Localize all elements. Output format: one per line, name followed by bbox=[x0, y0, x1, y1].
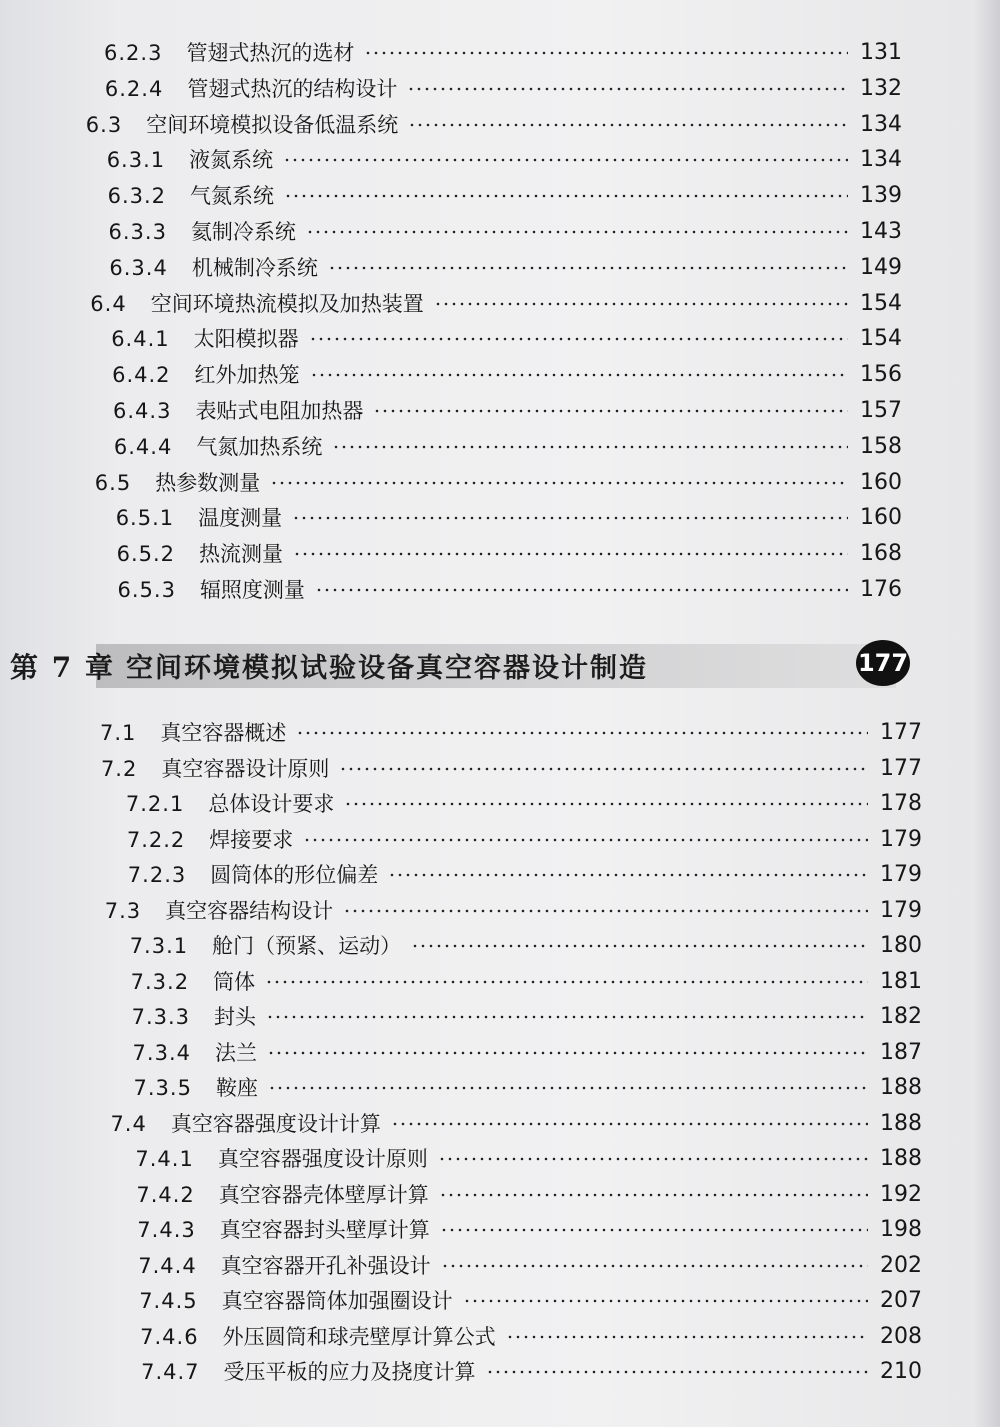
toc-entry-number: 7.4.1 bbox=[135, 1147, 194, 1171]
toc-entry-number: 6.5.1 bbox=[115, 506, 175, 531]
toc-entry-title: 舱门（预紧、运动） bbox=[212, 934, 402, 958]
dot-leader bbox=[441, 1263, 868, 1269]
toc-entry-page: 181 bbox=[879, 968, 922, 994]
dot-leader bbox=[434, 301, 848, 307]
toc-entry-page: 182 bbox=[879, 1004, 922, 1029]
toc-entry-title: 热参数测量 bbox=[155, 470, 261, 495]
toc-entry-title: 管翅式热沉的选材 bbox=[186, 41, 355, 65]
toc-entry-title: 鞍座 bbox=[215, 1076, 258, 1100]
toc-entry bbox=[105, 72, 902, 106]
toc-entry-page: 160 bbox=[859, 505, 902, 531]
toc-entry-number: 6.2.3 bbox=[104, 41, 163, 65]
toc-entry-number: 7.3.4 bbox=[132, 1040, 191, 1065]
dot-leader bbox=[315, 587, 848, 593]
dot-leader bbox=[270, 480, 848, 486]
toc-entry-page: 198 bbox=[879, 1217, 922, 1242]
toc-entry bbox=[117, 537, 902, 571]
toc-entry-number: 7.2.2 bbox=[126, 827, 186, 852]
toc-entry-title: 表贴式电阻加热器 bbox=[195, 399, 364, 423]
toc-entry-page: 177 bbox=[879, 755, 922, 781]
toc-entry-number: 6.4.2 bbox=[112, 363, 171, 388]
toc-entry-title: 总体设计要求 bbox=[208, 792, 335, 816]
dot-leader bbox=[440, 1227, 868, 1233]
dot-leader bbox=[267, 1050, 868, 1056]
toc-entry-page: 168 bbox=[859, 541, 902, 567]
dot-leader bbox=[408, 122, 848, 128]
dot-leader bbox=[303, 837, 868, 843]
toc-entry bbox=[139, 1284, 922, 1318]
toc-entry-title: 真空容器开孔补强设计 bbox=[220, 1253, 431, 1278]
dot-leader bbox=[339, 766, 868, 772]
toc-entry-title: 红外加热笼 bbox=[194, 363, 300, 388]
dot-leader bbox=[328, 265, 848, 271]
chapter-page-badge: 177 bbox=[856, 640, 910, 686]
toc-entry-number: 7.2 bbox=[100, 756, 138, 781]
toc-entry-page: 157 bbox=[860, 398, 902, 423]
toc-entry-number: 7.2.3 bbox=[127, 863, 187, 887]
toc-entry-title: 液氮系统 bbox=[189, 148, 274, 173]
toc-entry bbox=[100, 716, 922, 750]
toc-entry bbox=[101, 752, 922, 786]
toc-entry bbox=[131, 965, 922, 999]
toc-entry bbox=[135, 1142, 922, 1176]
toc-entry-page: 180 bbox=[879, 933, 922, 958]
toc-entry-page: 134 bbox=[859, 111, 902, 137]
toc-entry-number: 6.5.2 bbox=[116, 542, 176, 567]
dot-leader bbox=[407, 86, 848, 92]
toc-entry bbox=[128, 858, 922, 892]
toc-entry bbox=[114, 430, 902, 464]
toc-entry-page: 143 bbox=[860, 219, 902, 244]
dot-leader bbox=[284, 193, 848, 199]
toc-entry-title: 筒体 bbox=[213, 969, 256, 994]
dot-leader bbox=[309, 336, 848, 342]
toc-entry-page: 210 bbox=[879, 1359, 922, 1384]
toc-entry-number: 7.4 bbox=[110, 1111, 147, 1136]
toc-entry-title: 圆筒体的形位偏差 bbox=[210, 863, 379, 887]
toc-entry-page: 149 bbox=[859, 254, 902, 280]
dot-leader bbox=[439, 1192, 868, 1198]
dot-leader bbox=[268, 1085, 868, 1091]
toc-entry-title: 真空容器结构设计 bbox=[165, 898, 334, 923]
toc-entry-title: 真空容器强度设计原则 bbox=[217, 1147, 428, 1171]
toc-entry-page: 154 bbox=[859, 326, 902, 352]
toc-entry-title: 真空容器筒体加强圈设计 bbox=[221, 1289, 453, 1313]
toc-entry-page: 188 bbox=[879, 1146, 922, 1171]
toc-entry-title: 真空容器强度设计计算 bbox=[170, 1111, 381, 1136]
toc-entry bbox=[109, 215, 903, 249]
toc-entry-number: 7.4.2 bbox=[136, 1182, 195, 1207]
toc-entry-number: 7.4.5 bbox=[139, 1289, 198, 1313]
toc-entry bbox=[109, 251, 902, 285]
toc-entry-page: 208 bbox=[879, 1323, 922, 1349]
toc-entry-number: 7.2.1 bbox=[125, 792, 185, 816]
toc-entry-page: 160 bbox=[859, 469, 902, 495]
toc-entry-title: 温度测量 bbox=[198, 506, 283, 531]
dot-leader bbox=[296, 730, 868, 736]
toc-entry-page: 179 bbox=[879, 826, 922, 852]
toc-entry bbox=[110, 1107, 922, 1141]
toc-entry bbox=[138, 1249, 922, 1283]
toc-entry-page: 202 bbox=[880, 1252, 922, 1278]
toc-entry bbox=[105, 894, 922, 928]
toc-entry-number: 7.4.7 bbox=[141, 1360, 200, 1384]
toc-entry bbox=[134, 1071, 923, 1105]
chapter-label: 第 7 章 bbox=[10, 651, 115, 684]
toc-entry-number: 6.4.3 bbox=[113, 399, 172, 423]
toc-entry-page: 132 bbox=[859, 75, 902, 101]
toc-entry-page: 134 bbox=[859, 147, 902, 173]
toc-entry bbox=[116, 501, 902, 535]
toc-entry-page: 176 bbox=[860, 577, 902, 602]
toc-entry bbox=[95, 466, 902, 500]
toc-entry-page: 192 bbox=[879, 1181, 922, 1207]
dot-leader bbox=[373, 408, 848, 414]
toc-entry-title: 空间环境模拟设备低温系统 bbox=[146, 112, 399, 137]
toc-entry-number: 7.3.2 bbox=[130, 969, 190, 994]
toc-entry-number: 7.3.1 bbox=[129, 934, 189, 958]
page-edge-shadow bbox=[974, 0, 1000, 1427]
toc-entry-page: 158 bbox=[859, 433, 902, 459]
toc-entry-number: 6.4.4 bbox=[113, 434, 173, 459]
dot-leader bbox=[438, 1156, 868, 1162]
toc-entry-number: 7.3.3 bbox=[131, 1005, 191, 1029]
toc-entry bbox=[127, 823, 922, 857]
toc-entry-number: 6.3.4 bbox=[109, 255, 168, 280]
toc-entry bbox=[112, 358, 902, 392]
toc-entry-page: 154 bbox=[859, 290, 902, 316]
toc-entry-number: 6.5.3 bbox=[117, 578, 176, 602]
dot-leader bbox=[283, 157, 848, 163]
toc-entry-title: 焊接要求 bbox=[209, 827, 294, 852]
toc-entry-title: 真空容器壳体壁厚计算 bbox=[218, 1182, 429, 1207]
toc-entry bbox=[130, 929, 922, 963]
toc-entry-title: 封头 bbox=[214, 1005, 257, 1029]
toc-entry-number: 7.4.4 bbox=[138, 1253, 197, 1278]
toc-entry bbox=[107, 143, 902, 177]
toc-entry-number: 6.4.1 bbox=[111, 327, 170, 352]
dot-leader bbox=[292, 515, 848, 521]
toc-entry-number: 7.4.3 bbox=[137, 1218, 196, 1242]
toc-entry-page: 188 bbox=[880, 1075, 922, 1100]
dot-leader bbox=[411, 943, 868, 949]
dot-leader bbox=[266, 1014, 868, 1020]
toc-entry-number: 7.1 bbox=[100, 721, 137, 745]
toc-entry-number: 6.2.4 bbox=[104, 76, 164, 101]
toc-entry-page: 179 bbox=[879, 862, 922, 887]
toc-entry-title: 气氮加热系统 bbox=[196, 434, 323, 459]
toc-entry-number: 6.5 bbox=[94, 470, 132, 495]
toc-entry-number: 7.4.6 bbox=[140, 1324, 199, 1349]
toc-entry-page: 156 bbox=[859, 362, 902, 388]
dot-leader bbox=[463, 1298, 868, 1304]
dot-leader bbox=[506, 1334, 868, 1340]
dot-leader bbox=[310, 372, 848, 378]
dot-leader bbox=[306, 229, 848, 235]
toc-entry-title: 辐照度测量 bbox=[199, 578, 305, 602]
dot-leader bbox=[344, 801, 868, 807]
dot-leader bbox=[391, 1121, 868, 1127]
toc-entry bbox=[132, 1000, 922, 1034]
toc-entry-page: 139 bbox=[859, 183, 902, 209]
toc-entry-title: 法兰 bbox=[214, 1040, 257, 1065]
toc-entry-title: 热流测量 bbox=[199, 542, 284, 567]
toc-entry bbox=[108, 179, 902, 213]
chapter-title: 空间环境模拟试验设备真空容器设计制造 bbox=[126, 653, 648, 684]
toc-entry-title: 空间环境热流模拟及加热装置 bbox=[150, 291, 424, 316]
toc-entry-page: 177 bbox=[880, 720, 922, 745]
toc-entry-number: 6.3 bbox=[85, 112, 123, 137]
toc-entry bbox=[111, 322, 902, 356]
toc-entry-page: 207 bbox=[879, 1288, 922, 1313]
toc-entry-title: 气氮系统 bbox=[190, 184, 275, 209]
toc-entry-title: 外压圆筒和球壳壁厚计算公式 bbox=[222, 1324, 496, 1349]
toc-entry bbox=[140, 1320, 922, 1354]
dot-leader bbox=[364, 50, 848, 56]
toc-entry-page: 179 bbox=[880, 897, 922, 923]
dot-leader bbox=[486, 1369, 868, 1375]
toc-entry bbox=[86, 108, 902, 142]
toc-entry bbox=[104, 36, 902, 70]
toc-entry-title: 氦制冷系统 bbox=[190, 220, 296, 244]
toc-entry bbox=[141, 1355, 922, 1389]
toc-entry-number: 7.3 bbox=[104, 898, 142, 923]
toc-entry-page: 178 bbox=[879, 791, 922, 816]
toc-entry-title: 机械制冷系统 bbox=[191, 255, 318, 280]
chapter-heading bbox=[0, 640, 1000, 692]
toc-entry-number: 6.4 bbox=[90, 291, 127, 316]
toc-entry bbox=[113, 394, 902, 428]
dot-leader bbox=[343, 908, 868, 914]
toc-entry bbox=[90, 287, 902, 321]
toc-entry bbox=[126, 787, 922, 821]
toc-entry-title: 真空容器设计原则 bbox=[161, 756, 330, 781]
toc-entry-page: 187 bbox=[879, 1039, 922, 1065]
toc-entry bbox=[133, 1036, 922, 1070]
toc-entry-title: 太阳模拟器 bbox=[193, 327, 299, 352]
dot-leader bbox=[388, 872, 868, 878]
toc-entry bbox=[118, 573, 903, 607]
toc-entry-number: 6.3.3 bbox=[108, 220, 167, 244]
toc-entry-title: 管翅式热沉的结构设计 bbox=[187, 76, 398, 101]
toc-entry-page: 131 bbox=[860, 40, 902, 65]
toc-entry-number: 6.3.1 bbox=[106, 148, 166, 173]
toc-entry-number: 6.3.2 bbox=[107, 184, 167, 209]
toc-entry-title: 受压平板的应力及挠度计算 bbox=[223, 1360, 476, 1384]
toc-entry bbox=[137, 1213, 922, 1247]
toc-entry-number: 7.3.5 bbox=[133, 1076, 192, 1100]
toc-entry-title: 真空容器概述 bbox=[160, 721, 287, 745]
toc-entry-page: 188 bbox=[879, 1110, 922, 1136]
dot-leader bbox=[293, 551, 848, 557]
toc-entry bbox=[136, 1178, 922, 1212]
dot-leader bbox=[332, 444, 848, 450]
toc-entry-title: 真空容器封头壁厚计算 bbox=[219, 1218, 430, 1242]
dot-leader bbox=[265, 979, 868, 985]
